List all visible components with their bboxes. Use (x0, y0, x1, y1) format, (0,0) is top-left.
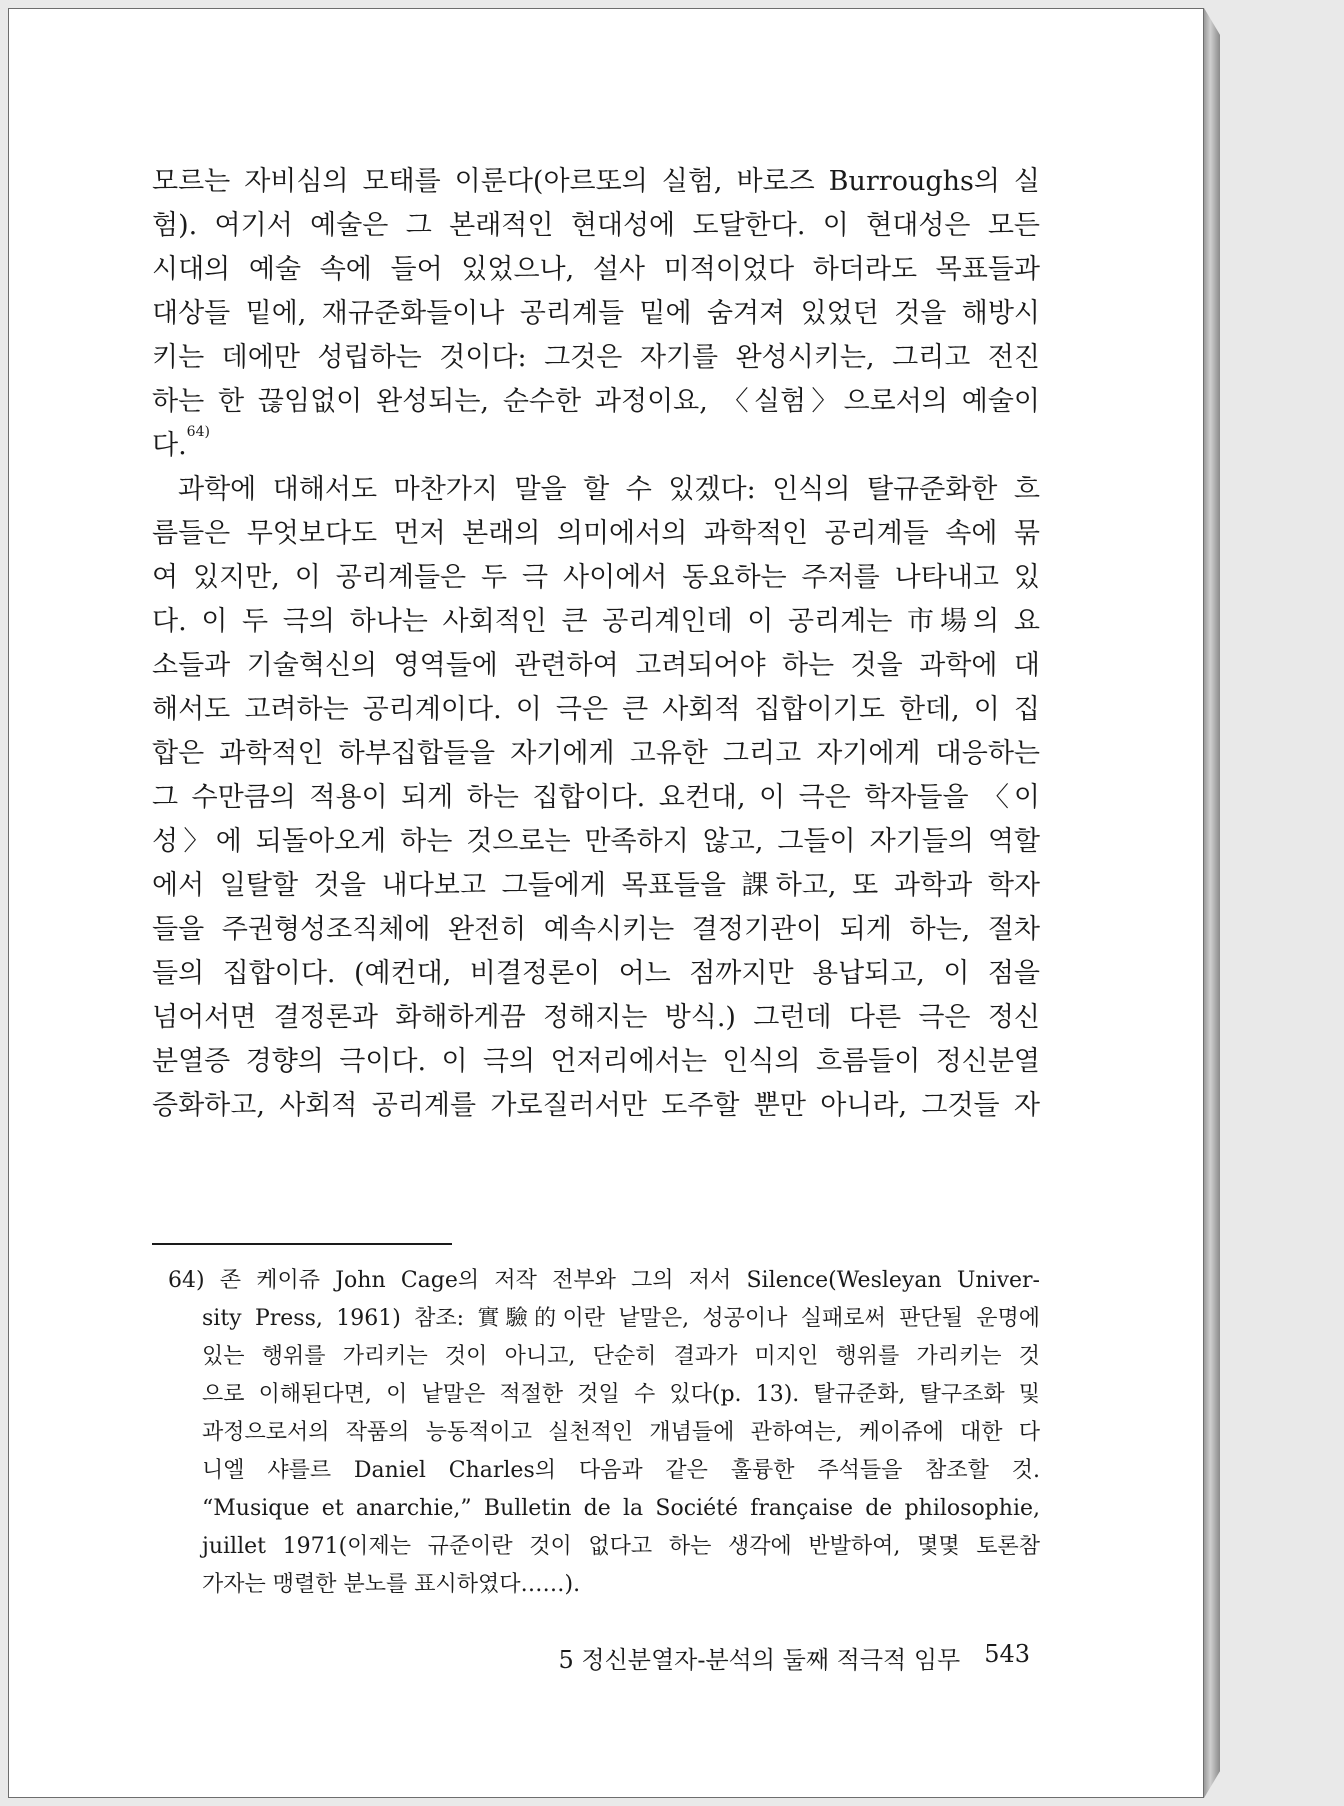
body-line: 분열증 경향의 극이다. 이 극의 언저리에서는 인식의 흐름들이 정신분열 (152, 1046, 1040, 1077)
footnote-line: 으로 이해된다면, 이 낱말은 적절한 것일 수 있다(p. 13). 탈규준화, 탈구조화 및 (202, 1382, 1040, 1407)
body-line: 넘어서면 결정론과 화해하게끔 정해지는 방식.) 그런데 다른 극은 정신 (152, 1002, 1040, 1033)
body-line: 름들은 무엇보다도 먼저 본래의 의미에서의 과학적인 공리계들 속에 묶 (152, 518, 1040, 549)
footnote-line: 니엘 샤를르 Daniel Charles의 다음과 같은 훌륭한 주석들을 참조할 것. (202, 1458, 1040, 1483)
body-line-text: 다. (152, 430, 187, 461)
body-line: 과학에 대해서도 마찬가지 말을 할 수 있겠다: 인식의 탈규준화한 흐 (178, 474, 1040, 505)
body-line: 다. 이 두 극의 하나는 사회적인 큰 공리계인데 이 공리계는 市場의 요 (152, 606, 1040, 637)
page-edge-shadow (1204, 8, 1220, 1798)
footnote-line: 있는 행위를 가리키는 것이 아니고, 단순히 결과가 미지인 행위를 가리키는 것 (202, 1344, 1040, 1369)
body-line: 에서 일탈할 것을 내다보고 그들에게 목표들을 課하고, 또 과학과 학자 (152, 870, 1040, 901)
footnote-line: sity Press, 1961) 참조: 實驗的이란 낱말은, 성공이나 실패로써 판단될 운명에 (202, 1306, 1040, 1331)
footnote-line: 과정으로서의 작품의 능동적이고 실천적인 개념들에 관하여는, 케이쥬에 대한 다 (202, 1420, 1040, 1445)
footnote-line: juillet 1971(이제는 규준이란 것이 없다고 하는 생각에 반발하여, 몇몇 토론참 (202, 1534, 1040, 1559)
body-line: 험). 여기서 예술은 그 본래적인 현대성에 도달한다. 이 현대성은 모든 (152, 210, 1040, 241)
body-line: 시대의 예술 속에 들어 있었으나, 설사 미적이었다 하더라도 목표들과 (152, 254, 1040, 285)
body-line: 들을 주권형성조직체에 완전히 예속시키는 결정기관이 되게 하는, 절차 (152, 914, 1040, 945)
footnote-line: 가자는 맹렬한 분노를 표시하였다……). (202, 1572, 581, 1597)
body-line (152, 424, 1040, 468)
body-text (152, 160, 1040, 1128)
footnote-line: “Musique et anarchie,” Bulletin de la Société française de philosophie, (202, 1496, 1040, 1521)
body-line: 여 있지만, 이 공리계들은 두 극 사이에서 동요하는 주저를 나타내고 있 (152, 562, 1040, 593)
body-line: 그 수만큼의 적용이 되게 하는 집합이다. 요컨대, 이 극은 학자들을 〈이 (152, 782, 1040, 813)
body-line: 합은 과학적인 하부집합들을 자기에게 고유한 그리고 자기에게 대응하는 (152, 738, 1040, 769)
running-footer (560, 1640, 1030, 1675)
footnote-divider (152, 1243, 452, 1245)
body-line: 소들과 기술혁신의 영역들에 관련하여 고려되어야 하는 것을 과학에 대 (152, 650, 1040, 681)
body-line: 증화하고, 사회적 공리계를 가로질러서만 도주할 뿐만 아니라, 그것들 자 (152, 1090, 1040, 1121)
body-line: 하는 한 끊임없이 완성되는, 순수한 과정이요, 〈실험〉으로서의 예술이 (152, 386, 1040, 417)
body-line: 대상들 밑에, 재규준화들이나 공리계들 밑에 숨겨져 있었던 것을 해방시 (152, 298, 1040, 329)
body-line: 성〉에 되돌아오게 하는 것으로는 만족하지 않고, 그들이 자기들의 역할 (152, 826, 1040, 857)
footnote-line: 64) 존 케이쥬 John Cage의 저작 전부와 그의 저서 Silence(Wesleyan Univer- (168, 1268, 1040, 1293)
footnote-block (168, 1262, 1040, 1604)
body-line: 해서도 고려하는 공리계이다. 이 극은 큰 사회적 집합이기도 한데, 이 집 (152, 694, 1040, 725)
page-number: 543 (984, 1640, 1030, 1668)
running-title: 5 정신분열자-분석의 둘째 적극적 임무 (558, 1646, 961, 1674)
body-line: 모르는 자비심의 모태를 이룬다(아르또의 실험, 바로즈 Burroughs의 실 (152, 166, 1040, 197)
footnote-reference[interactable]: 64) (186, 424, 210, 440)
body-line: 들의 집합이다. (예컨대, 비결정론이 어느 점까지만 용납되고, 이 점을 (152, 958, 1040, 989)
body-line: 키는 데에만 성립하는 것이다: 그것은 자기를 완성시키는, 그리고 전진 (152, 342, 1040, 373)
